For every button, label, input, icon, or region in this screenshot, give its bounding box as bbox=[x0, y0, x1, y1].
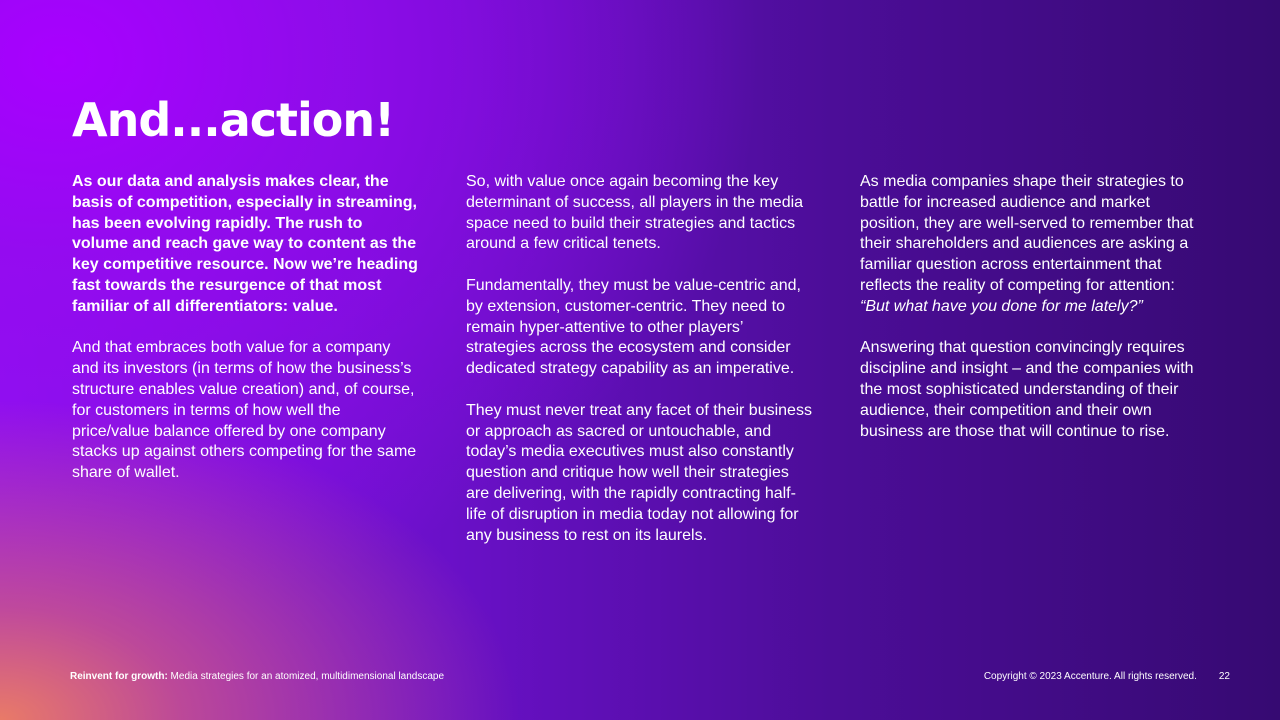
text-column-middle bbox=[466, 172, 812, 567]
footer-report-title bbox=[70, 671, 444, 682]
footer-right bbox=[984, 671, 1230, 682]
copyright-notice: Copyright © 2023 Accenture. All rights reserved. bbox=[983, 671, 1197, 682]
body-paragraph: So, with value once again becoming the key determinant of success, all players in the media space need to build their strategies and tactics around a few critical tenets. bbox=[466, 173, 804, 253]
page-title: And...action! bbox=[72, 93, 395, 147]
page-number: 22 bbox=[1218, 671, 1230, 682]
body-text: As media companies shape their strategies to battle for increased audience and market position, they are well-served to remember that their shareholders and audiences are asking a familiar question across entertainment that reflects the reality of competing for attention: bbox=[860, 173, 1194, 294]
text-column-right bbox=[860, 172, 1206, 463]
body-paragraph: And that embraces both value for a company and its investors (in terms of how the business’s structure enables value creation) and, of course, for customers in terms of how well the price/value balance offered by one company stacks up against others competing for the same share of wallet. bbox=[72, 339, 417, 482]
lead-paragraph: As our data and analysis makes clear, the basis of competition, especially in streaming, has been evolving rapidly. The rush to volume and reach gave way to content as the key competitive resource. Now we’re heading fast towards the resurgence of that most familiar of all differentiators: value. bbox=[72, 173, 418, 315]
body-paragraph: Answering that question convincingly requires discipline and insight – and the companies with the most sophisticated understanding of their audience, their competition and their own business are those that will continue to rise. bbox=[860, 339, 1194, 440]
footer-report-name: Reinvent for growth: bbox=[70, 671, 168, 682]
body-paragraph: They must never treat any facet of their business or approach as sacred or untouchable, and today’s media executives must also constantly question and critique how well their strategies are delivering, with the rapidly contracting half-life of disruption in media today not allowing for any business to rest on its laurels. bbox=[466, 401, 812, 544]
body-paragraph: Fundamentally, they must be value-centric and, by extension, customer-centric. They need to remain hyper-attentive to other players’ strategies across the ecosystem and consider dedicated strategy capability as an imperative. bbox=[466, 276, 801, 378]
body-paragraph bbox=[860, 172, 1206, 318]
footer-report-subtitle: Media strategies for an atomized, multidimensional landscape bbox=[167, 671, 445, 682]
quote-text: “But what have you done for me lately?” bbox=[860, 297, 1143, 315]
text-column-left bbox=[72, 172, 418, 505]
